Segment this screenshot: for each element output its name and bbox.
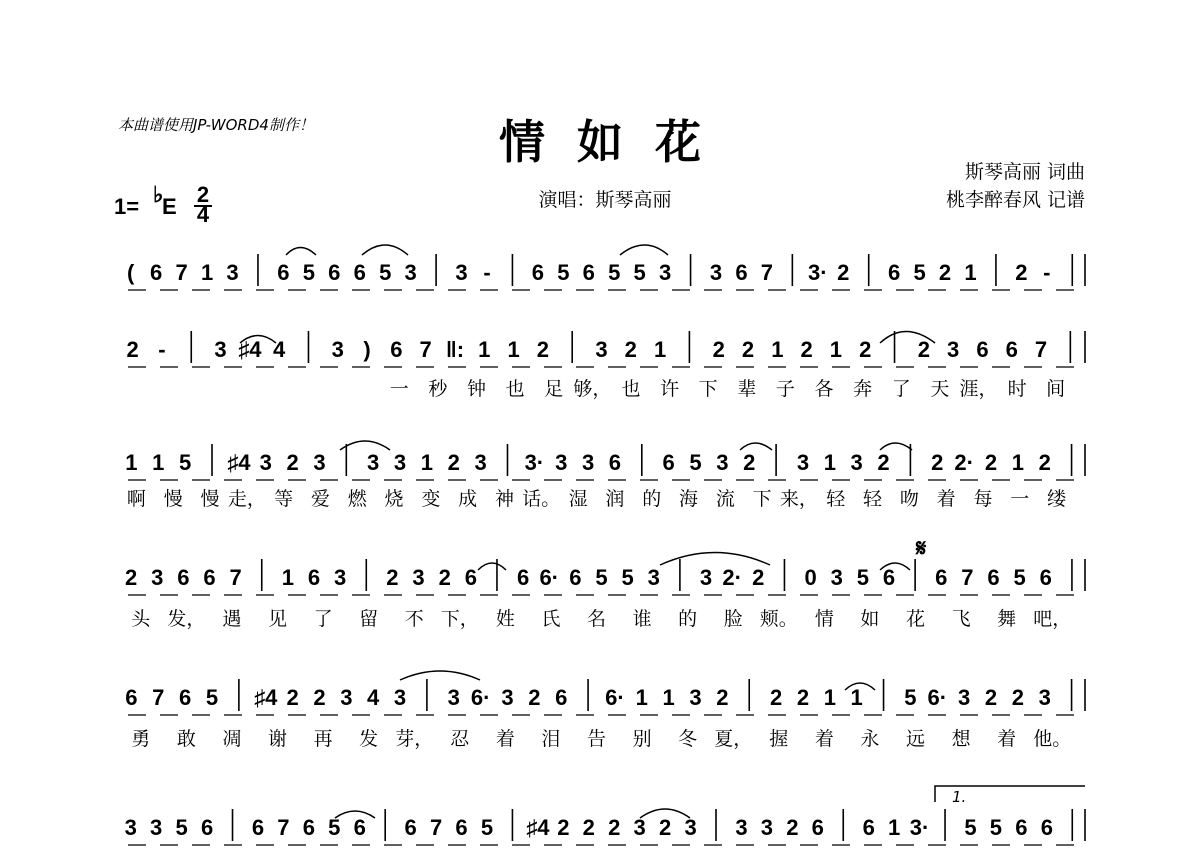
lyric-syllable: 发，	[167, 608, 206, 630]
lyric-syllable: 名	[586, 608, 607, 630]
lyric-syllable: 润	[605, 488, 625, 510]
note: 2·	[954, 450, 974, 475]
lyric-syllable: 着	[814, 728, 834, 750]
lyric-syllable: 握	[769, 728, 789, 750]
note: 2·	[722, 565, 742, 590]
note: ♯4	[238, 337, 262, 362]
note: 6	[862, 815, 875, 840]
credit-text: 本曲谱使用JP-WORD4制作！	[118, 116, 314, 134]
note: 2	[859, 337, 872, 362]
note: 5	[989, 815, 1003, 840]
note: 3·	[808, 260, 828, 285]
lyric-syllable: 走，	[227, 488, 266, 510]
note: 3	[689, 685, 702, 710]
lyric-syllable: 等	[274, 488, 294, 510]
score-line	[125, 559, 1085, 630]
note: 3	[699, 565, 713, 590]
lyric-syllable: 舞	[997, 608, 1017, 630]
note: 6	[662, 450, 675, 475]
note: 3	[684, 815, 697, 840]
note: 6	[307, 565, 321, 590]
note: 3	[455, 260, 468, 285]
note: 5	[633, 260, 646, 285]
lyric-syllable: 见	[267, 608, 288, 630]
lyric-syllable: 慢	[163, 488, 183, 510]
note: 2	[796, 685, 810, 710]
lyric-syllable: 轻	[863, 488, 883, 510]
note: 1	[823, 685, 836, 710]
note: 3·	[524, 450, 545, 475]
score-line	[127, 331, 1085, 400]
page-title: 情 如 花	[498, 115, 702, 169]
lyric-syllable: 流	[715, 488, 735, 510]
note: 2	[786, 815, 799, 840]
note: 3	[501, 685, 514, 710]
note: 3	[393, 450, 407, 475]
note: 2	[877, 450, 890, 475]
lyric-syllable: 海	[679, 488, 699, 510]
lyric-syllable: 发	[359, 728, 379, 750]
note: 2	[608, 815, 621, 840]
note: 3	[404, 260, 417, 285]
lyric-syllable: 敢	[176, 728, 196, 750]
note: 6	[464, 565, 477, 590]
composer-credit: 斯琴高丽 词曲	[964, 161, 1085, 183]
volta-number: 1.	[952, 788, 967, 806]
segno-sign: 𝄋	[916, 534, 927, 562]
lyric-syllable: 忍	[450, 728, 470, 750]
slur	[340, 441, 390, 450]
note: 6	[935, 565, 948, 590]
lyric-syllable: 再	[313, 728, 333, 750]
slur	[286, 248, 316, 256]
note: 6	[976, 337, 989, 362]
note: 6	[811, 815, 824, 840]
note: 6	[1015, 815, 1028, 840]
lyric-syllable: 湿	[568, 488, 588, 510]
note: 6	[735, 260, 748, 285]
lyric-syllable: 足	[544, 378, 564, 400]
note: 2	[536, 337, 550, 362]
slur	[660, 553, 770, 566]
note: 6·	[470, 685, 491, 710]
lyric-syllable: 情	[814, 608, 834, 630]
note: 3	[735, 815, 748, 840]
note: 6	[1040, 815, 1053, 840]
score-line	[127, 254, 1085, 290]
note: 3	[313, 450, 326, 475]
note: 5	[904, 685, 917, 710]
transcriber-credit: 桃李醉春风 记谱	[945, 189, 1085, 211]
note: 6	[455, 815, 468, 840]
note: 6	[125, 685, 138, 710]
lyric-syllable: 凋	[222, 728, 242, 750]
note: 2	[917, 337, 930, 362]
note: 3	[709, 260, 723, 285]
note: 3	[647, 565, 660, 590]
lyric-syllable: 下	[698, 378, 718, 400]
lyric-syllable: 成	[458, 488, 478, 510]
note: 1	[662, 685, 675, 710]
note: 7	[961, 565, 974, 590]
note: 2	[716, 685, 729, 710]
note: 1	[507, 337, 520, 362]
note: 6	[516, 565, 530, 590]
note: 5	[175, 815, 188, 840]
lyric-syllable: 间	[1046, 378, 1066, 400]
lyric-syllable: 变	[421, 488, 441, 510]
note: 7	[760, 260, 774, 285]
lyric-syllable: 一	[389, 378, 409, 400]
note: 6	[277, 260, 290, 285]
note: 2	[386, 565, 399, 590]
note: 3	[947, 337, 960, 362]
note: 3	[830, 565, 843, 590]
note: 2	[447, 450, 460, 475]
note: 3	[595, 337, 608, 362]
note: 2	[743, 450, 756, 475]
lyric-syllable: 脸	[723, 608, 743, 630]
note: 3	[331, 337, 344, 362]
note: 5	[557, 260, 570, 285]
lyric-syllable: 着	[936, 488, 956, 510]
note: 2	[124, 565, 138, 590]
note: 3	[214, 337, 227, 362]
note: 1	[964, 260, 977, 285]
note: 2	[557, 815, 570, 840]
note: 6	[555, 685, 568, 710]
note: ‖:	[445, 337, 465, 362]
note: 2	[624, 337, 637, 362]
score-line	[125, 679, 1085, 750]
note: 7	[1034, 337, 1048, 362]
note: 3	[1038, 685, 1051, 710]
note: 3·	[909, 815, 930, 840]
note: 3	[633, 815, 646, 840]
lyric-syllable: 来，	[779, 488, 818, 510]
note: 3	[760, 815, 774, 840]
note: 7	[229, 565, 242, 590]
lyric-syllable: 神	[494, 488, 514, 510]
note: 6	[328, 260, 341, 285]
lyric-syllable: 他。	[1033, 728, 1072, 750]
note: 3	[151, 565, 164, 590]
note: 5	[328, 815, 341, 840]
note: 6	[888, 260, 901, 285]
note: 7	[175, 260, 188, 285]
key-signature	[114, 182, 177, 219]
note: 6	[390, 337, 403, 362]
note: 1	[850, 685, 863, 710]
lyric-syllable: 了	[891, 378, 911, 400]
time-signature	[194, 182, 212, 227]
lyric-syllable: 氏	[541, 608, 561, 630]
lyric-syllable: 了	[313, 608, 333, 630]
note: 2	[984, 685, 998, 710]
slur	[620, 245, 668, 255]
lyric-syllable: 着	[495, 728, 515, 750]
slur	[400, 671, 480, 680]
lyric-syllable: 颊。	[759, 608, 798, 630]
note: 5	[689, 450, 702, 475]
key-letter: E	[162, 194, 177, 219]
note: 5	[608, 260, 621, 285]
lyric-syllable: 缕	[1047, 488, 1067, 510]
note: 2	[837, 260, 850, 285]
lyric-syllable: 姓	[495, 608, 515, 630]
note: 6	[150, 260, 163, 285]
slur	[740, 443, 772, 450]
note: 5	[205, 685, 219, 710]
lyric-syllable: 不	[404, 608, 424, 630]
lyric-syllable: 谁	[632, 608, 652, 630]
lyric-syllable: 够，	[573, 378, 612, 400]
singer-credit: 演唱：斯琴高丽	[538, 189, 672, 211]
lyric-syllable: 也	[621, 378, 641, 400]
note: 1	[771, 337, 784, 362]
note: 3	[658, 260, 672, 285]
note: 2	[769, 685, 783, 710]
note: )	[363, 337, 371, 362]
lyric-syllable: 钟	[467, 378, 487, 400]
lyric-syllable: 勇	[131, 728, 151, 750]
note: 5	[913, 260, 926, 285]
note: 1	[200, 260, 214, 285]
note: 2	[1038, 450, 1051, 475]
note: 2	[1015, 260, 1028, 285]
lyric-syllable: 花	[905, 608, 926, 630]
note: 5	[480, 815, 494, 840]
lyric-syllable: 辈	[737, 378, 757, 400]
note: 3	[334, 565, 347, 590]
note: 6	[203, 565, 216, 590]
note: -	[1043, 260, 1051, 285]
note: 2	[286, 450, 299, 475]
note: ♯4	[227, 450, 251, 475]
note: 1	[478, 337, 491, 362]
note: ♯4	[526, 815, 550, 840]
note: 2	[126, 337, 139, 362]
note: 3	[796, 450, 810, 475]
lyric-syllable: 别	[632, 728, 652, 750]
time-denominator: 4	[196, 202, 210, 227]
lyric-syllable: 燃	[347, 488, 367, 510]
lyric-syllable: 烧	[384, 488, 404, 510]
lyric-syllable: 远	[905, 728, 926, 750]
slur	[880, 443, 912, 450]
slur	[478, 563, 506, 570]
note: 6	[353, 260, 366, 285]
lyric-syllable: 下，	[440, 608, 479, 630]
note: 6	[404, 815, 417, 840]
note: 3	[226, 260, 239, 285]
slur	[362, 245, 408, 255]
note: 6	[531, 260, 545, 285]
lyric-syllable: 夏，	[714, 728, 753, 750]
note: 6	[882, 565, 896, 590]
lyric-syllable: 一	[1010, 488, 1030, 510]
note: 4	[367, 685, 380, 710]
time-numerator: 2	[196, 182, 210, 207]
note: 6	[1039, 565, 1052, 590]
note: 3	[474, 450, 487, 475]
note: 2	[752, 565, 765, 590]
note: 2	[984, 450, 998, 475]
lyric-syllable: 遇	[222, 608, 242, 630]
note: 2	[582, 815, 595, 840]
note: 3	[850, 450, 863, 475]
note: 3	[447, 685, 460, 710]
lyric-syllable: 泪	[541, 728, 561, 750]
note: 6	[177, 565, 190, 590]
note: 1	[829, 337, 843, 362]
note: 0	[804, 565, 817, 590]
note: 4	[273, 337, 286, 362]
note: 1	[281, 565, 295, 590]
score-body	[125, 254, 1085, 845]
note: 7	[429, 815, 443, 840]
note: 2	[528, 685, 541, 710]
note: 2	[712, 337, 725, 362]
lyric-syllable: 秒	[428, 378, 448, 400]
note: 5	[595, 565, 608, 590]
note: 3	[150, 815, 163, 840]
lyric-syllable: 下	[752, 488, 772, 510]
note: 2	[658, 815, 672, 840]
lyric-syllable: 子	[775, 378, 795, 400]
note: 1	[152, 450, 165, 475]
note: 5	[179, 450, 192, 475]
lyric-syllable: 慢	[200, 488, 220, 510]
note: 3	[340, 685, 353, 710]
note: 6·	[605, 685, 625, 710]
lyric-syllable: 爱	[310, 488, 330, 510]
note: 6	[302, 815, 315, 840]
note: 3	[259, 450, 272, 475]
lyric-syllable: 涯，	[959, 378, 998, 400]
flat-symbol: ♭	[153, 182, 164, 207]
note: 1	[420, 450, 434, 475]
note: 6	[1005, 337, 1018, 362]
lyric-syllable: 告	[586, 728, 607, 750]
note: 1	[823, 450, 836, 475]
note: 6	[582, 260, 595, 285]
note: 2	[938, 260, 952, 285]
note: 3	[555, 450, 568, 475]
lyric-syllable: 冬	[678, 728, 698, 750]
note: 5	[302, 260, 315, 285]
lyric-syllable: 永	[860, 728, 880, 750]
lyric-syllable: 轻	[826, 488, 846, 510]
note: 6	[179, 685, 192, 710]
note: -	[158, 337, 166, 362]
note: 1	[635, 685, 648, 710]
note: 5	[379, 260, 392, 285]
note: (	[127, 260, 135, 285]
key-prefix: 1=	[114, 194, 140, 219]
note: 3	[367, 450, 380, 475]
lyric-syllable: 谢	[267, 728, 288, 750]
note: 1	[888, 815, 901, 840]
note: 1	[653, 337, 667, 362]
note: 3	[124, 815, 137, 840]
note: 2	[741, 337, 755, 362]
lyric-syllable: 吻	[899, 488, 919, 510]
lyric-syllable: 飞	[951, 608, 971, 630]
note: 3	[412, 565, 425, 590]
note: 7	[152, 685, 165, 710]
note: 7	[419, 337, 432, 362]
lyric-syllable: 芽，	[395, 728, 434, 750]
lyric-syllable: 也	[505, 378, 525, 400]
score-line	[125, 809, 1085, 845]
lyric-syllable: 奔	[853, 378, 873, 400]
note: 3	[958, 685, 971, 710]
lyric-syllable: 的	[678, 608, 698, 630]
note: 5	[856, 565, 869, 590]
lyric-syllable: 的	[642, 488, 662, 510]
lyric-syllable: 每	[973, 488, 993, 510]
lyric-syllable: 话。	[522, 488, 561, 510]
note: 6	[569, 565, 582, 590]
note: 1	[1011, 450, 1024, 475]
note: 7	[277, 815, 290, 840]
note: 6	[353, 815, 366, 840]
lyric-syllable: 留	[359, 608, 379, 630]
lyric-syllable: 吧，	[1033, 608, 1072, 630]
note: 1	[125, 450, 138, 475]
note: 3	[393, 685, 407, 710]
lyric-syllable: 时	[1007, 378, 1027, 400]
note: 6·	[539, 565, 560, 590]
lyric-syllable: 天	[930, 378, 950, 400]
note: ♯4	[254, 685, 278, 710]
note: -	[483, 260, 491, 285]
lyric-syllable: 如	[860, 608, 880, 630]
lyric-syllable: 想	[951, 728, 971, 750]
lyric-syllable: 许	[660, 378, 680, 400]
note: 6·	[927, 685, 948, 710]
volta-bracket	[935, 786, 1085, 806]
note: 2	[800, 337, 813, 362]
note: 5	[621, 565, 634, 590]
lyric-syllable: 各	[814, 378, 834, 400]
note: 2	[931, 450, 944, 475]
note: 3	[581, 450, 595, 475]
lyric-syllable: 着	[997, 728, 1017, 750]
note: 2	[313, 685, 326, 710]
note: 2	[286, 685, 299, 710]
note: 6	[251, 815, 265, 840]
note: 3	[716, 450, 729, 475]
note: 6	[608, 450, 622, 475]
lyric-syllable: 头	[131, 608, 151, 630]
note: 2	[1011, 685, 1024, 710]
note: 5	[1013, 565, 1026, 590]
lyric-syllable: 啊	[126, 488, 146, 510]
note: 5	[964, 815, 977, 840]
note: 6	[200, 815, 214, 840]
note: 2	[438, 565, 451, 590]
note: 6	[987, 565, 1000, 590]
score-line	[125, 444, 1085, 510]
